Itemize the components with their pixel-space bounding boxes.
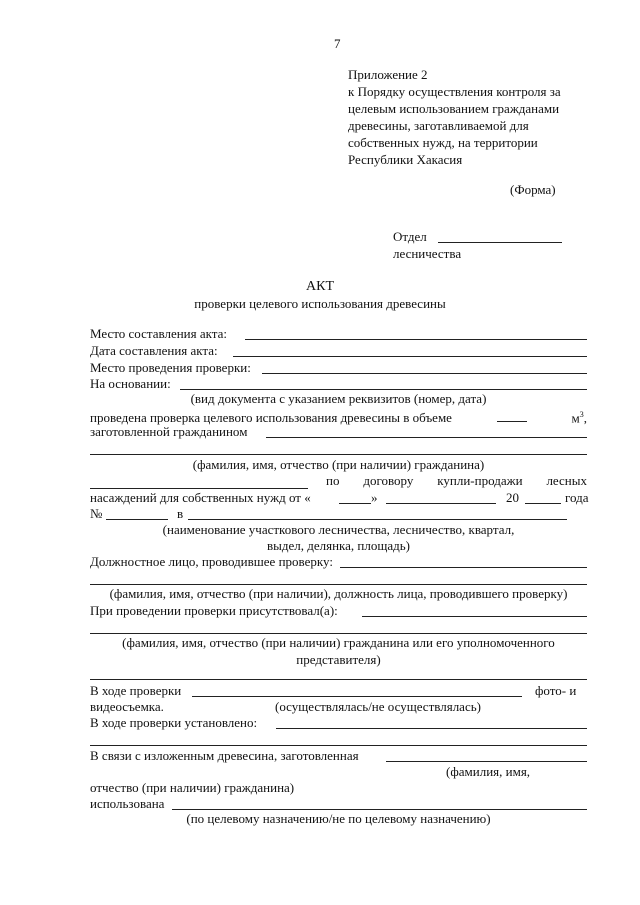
used-label: использована	[90, 796, 165, 811]
act-subtitle: проверки целевого использования древесины	[194, 296, 446, 311]
citizen-field[interactable]	[90, 454, 587, 455]
appendix-line: к Порядку осуществления контроля за	[348, 84, 561, 99]
in-label: в	[177, 506, 184, 521]
department-sub: лесничества	[393, 246, 462, 261]
present-label: При проведении проверки присутствовал(а):	[90, 603, 338, 618]
established-field-2[interactable]	[90, 745, 587, 746]
contract-text-2a: насаждений для собственных нужд от «	[90, 490, 311, 505]
date-label: Дата составления акта:	[90, 343, 218, 358]
contract-day-field[interactable]	[339, 503, 371, 504]
consequence-label: В связи с изложенным древесина, заготовленная	[90, 748, 359, 763]
established-label: В ходе проверки установлено:	[90, 715, 258, 730]
basis-hint: (вид документа с указанием реквизитов (номер, дата)	[190, 391, 487, 406]
consequence-hint: отчество (при наличии) гражданина)	[90, 780, 295, 795]
contract-word: по	[326, 473, 340, 488]
appendix-line: древесины, заготавливаемой для	[348, 118, 529, 133]
appendix-line: Республики Хакасия	[348, 152, 463, 167]
harvested-label: заготовленной гражданином	[90, 424, 248, 439]
present-hint: (фамилия, имя, отчество (при наличии) гражданина или его уполномоченного	[122, 635, 555, 650]
volume-unit: $м^3$,	[571, 410, 587, 426]
official-label: Должностное лицо, проводившее проверку:	[90, 554, 333, 569]
present-field-2[interactable]	[90, 633, 587, 634]
volume-text: проведена проверка целевого использования древесины в объеме	[90, 410, 452, 426]
basis-field[interactable]	[180, 389, 587, 390]
location-hint: (наименование участкового лесничества, лесничество, квартал,	[162, 522, 515, 537]
department-field[interactable]	[438, 242, 562, 243]
used-hint: (по целевому назначению/не по целевому назначению)	[186, 811, 491, 826]
established-field[interactable]	[276, 728, 587, 729]
appendix-title: Приложение 2	[348, 67, 428, 82]
official-hint: (фамилия, имя, отчество (при наличии), должность лица, проводившего проверку)	[109, 586, 568, 601]
during-field[interactable]	[192, 696, 522, 697]
present-hint: представителя)	[296, 652, 381, 667]
location-hint: выдел, делянка, площадь)	[266, 538, 411, 553]
contract-word: купли-продажи	[437, 473, 523, 488]
consequence-field[interactable]	[386, 761, 587, 762]
official-field-2[interactable]	[90, 584, 587, 585]
appendix-line: собственных нужд, на территории	[348, 135, 538, 150]
photo-label: фото- и	[535, 683, 577, 698]
volume-field[interactable]	[497, 409, 527, 422]
present-field-3[interactable]	[90, 679, 587, 680]
harvested-field[interactable]	[266, 437, 587, 438]
number-field[interactable]	[106, 519, 168, 520]
video-hint: (осуществлялась/не осуществлялась)	[275, 699, 481, 714]
place-field[interactable]	[245, 339, 587, 340]
department-label: Отдел	[393, 229, 427, 244]
number-label: №	[90, 506, 103, 521]
contract-year-field[interactable]	[525, 503, 561, 504]
citizen-hint: (фамилия, имя, отчество (при наличии) гражданина)	[192, 457, 485, 472]
used-field[interactable]	[172, 809, 587, 810]
inspection-place-field[interactable]	[262, 373, 587, 374]
contract-year-suffix: года	[565, 490, 589, 505]
date-field[interactable]	[233, 356, 587, 357]
contract-word: договору	[363, 473, 414, 488]
place-label: Место составления акта:	[90, 326, 227, 341]
contract-field[interactable]	[90, 488, 308, 489]
contract-month-field[interactable]	[386, 503, 496, 504]
basis-label: На основании:	[90, 376, 171, 391]
appendix-line: целевым использованием гражданами	[348, 101, 560, 116]
contract-year: 20	[506, 490, 519, 505]
contract-row	[326, 473, 587, 489]
inspection-place-label: Место проведения проверки:	[90, 360, 251, 375]
video-label: видеосъемка.	[90, 699, 164, 714]
location-field[interactable]	[188, 519, 567, 520]
contract-word: лесных	[546, 473, 587, 488]
contract-text-2b: »	[371, 490, 378, 505]
page-number: 7	[334, 36, 341, 51]
present-field[interactable]	[362, 616, 587, 617]
during-label: В ходе проверки	[90, 683, 182, 698]
act-title: АКТ	[306, 279, 334, 294]
official-field[interactable]	[340, 567, 587, 568]
form-label: (Форма)	[510, 182, 556, 197]
consequence-hint: (фамилия, имя,	[446, 764, 531, 779]
